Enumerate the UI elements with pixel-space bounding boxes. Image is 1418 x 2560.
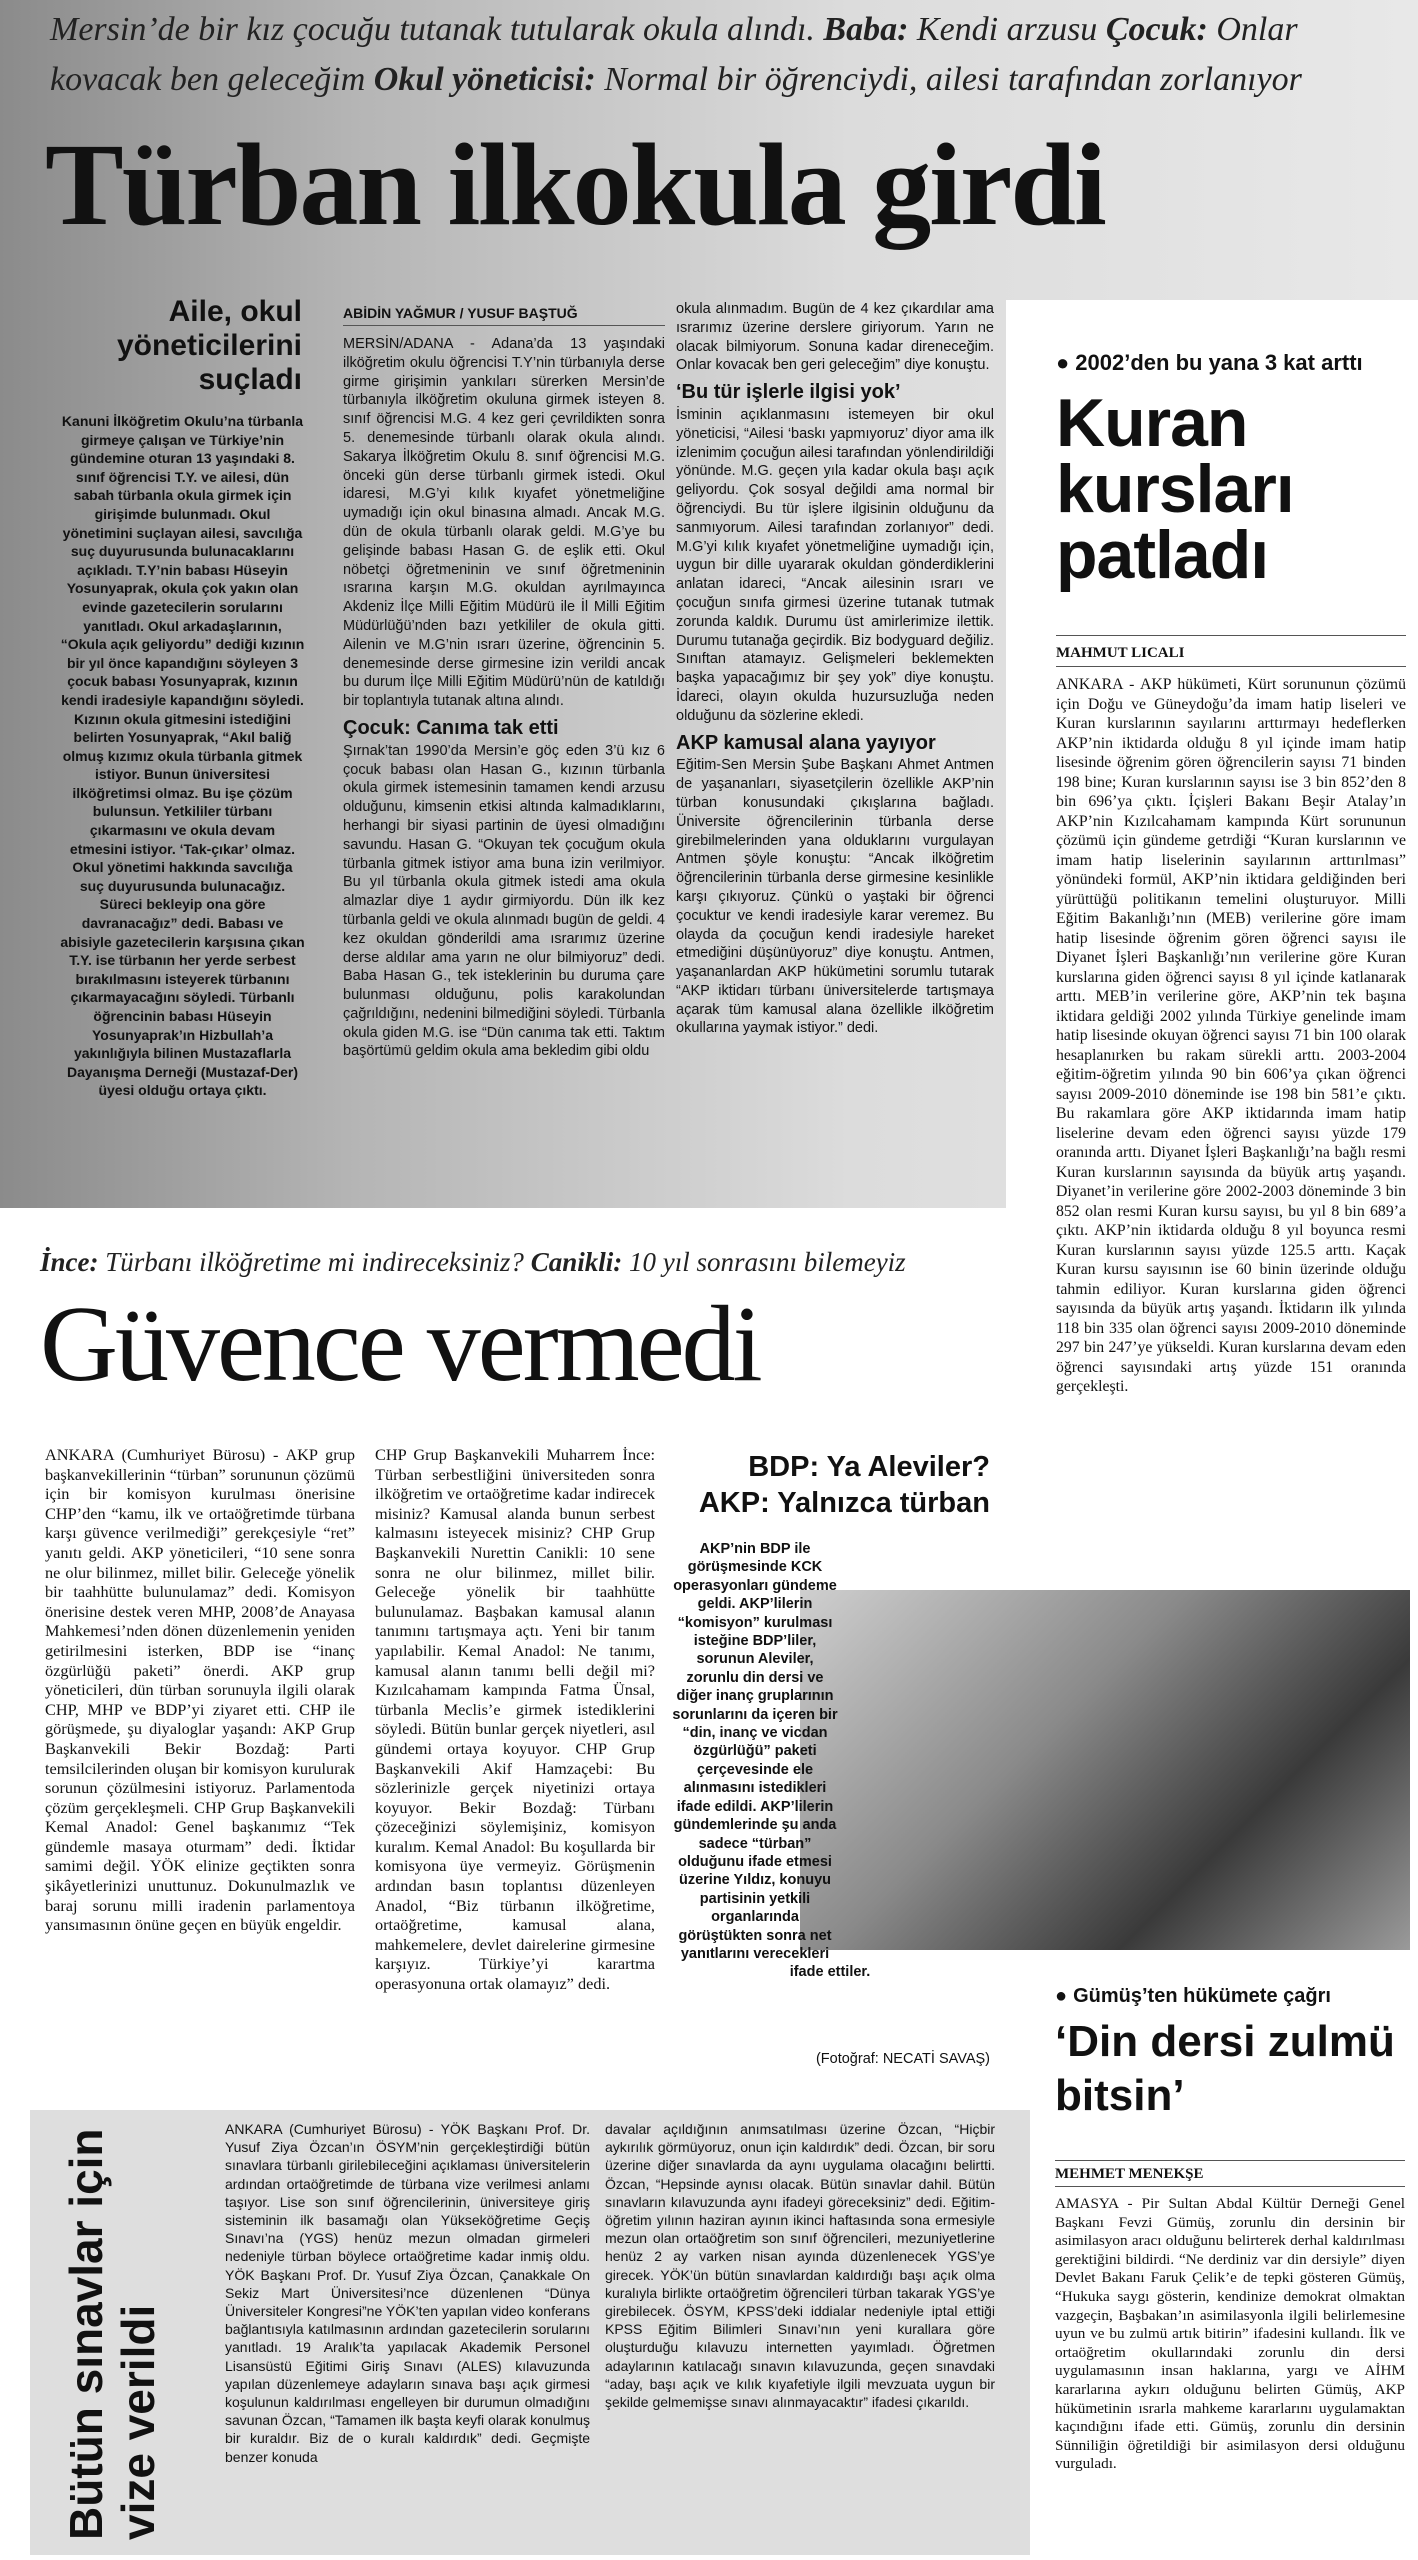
rule [1055, 2186, 1405, 2187]
headline-din-dersi: ‘Din dersi zulmü bitsin’ [1055, 2017, 1395, 2120]
side-headline: Aile, okul yöneticilerini suçladı [116, 295, 302, 396]
kicker-kuran: ● 2002’den bu yana 3 kat arttı [1056, 350, 1363, 376]
headline-guvence: Güvence vermedi [40, 1285, 760, 1404]
bdp-headline-2: AKP: Yalnızca türban [698, 1487, 990, 1519]
sinav-col-2: davalar açıldığının anımsatılması üzerine Özcan, “Hiçbir aykırılık görmüyoruz, onun için kaldırdık” dedi. Özcan, bir soru üzerine diğer sınavlarda da aynı uygulama olacağını belirtti. Özcan, “Hepsinde aynısı olacak. Bütün sınavlar dahil. Bütün sınavların kılavuzunda aynı ifadeyi göreceksiniz” dedi. Eğitim-öğretim yılının haziran ayının ikinci haftasında sona ermesiyle mezun olan ortaöğretim son sınıf öğrencileri, mezuniyetlerine henüz 2 ay varken nisan ayında düzenlenecek YGS’ye girecek. YÖK’ün bütün sınavlardan kaldırdığı başı açık olma kuralıyla birlikte ortaöğretim öğrencileri türban takarak YGS’ye girebilecek. ÖSYM, KPSS’deki iddialar nedeniyle iptal ettiği KPSS Eğitim Bilimleri Sınavı’nın yeni kurallara göre oluşturduğu kılavuzu internetten yayımladı. Öğretmen adaylarının katılacağı sınavın kılavuzunda, geçen sınavdaki “aday, başı açık ve kılık kıyafetiyle ilgili mevzuata uygun bir şekilde gelmemişse sınavı alınmayacaktır” ifadesi çıkarıldı. [605, 2121, 995, 2411]
subheadline-1: Mersin’de bir kız çocuğu tutanak tutularak okula alındı. Baba: Kendi arzusu Çocuk: Onlar [50, 11, 1298, 48]
text-kuran: ANKARA - AKP hükümeti, Kürt sorununun çözümü için Doğu ve Güneydoğu’da imam hatip liseleri ve Kuran kurslarının sayılarını arttırmayı hedeflerken AKP’nin iktidarda olduğu 8 yıl içinde imam hatip lisesinde öğrenim gören öğrencilerin sayısı 71 binden 198 bine; Kuran kurslarının sayısı ise 3 bin 852’den 8 bin 696’ya çıktı. İçişleri Bakanı Beşir Atalay’ın AKP’nin Kızılcahamam kampında Kürt sorununun çözümü için gündeme getrdiği “Kuran kurslarının ve imam hatip liselerinin sayılarının arttırılması” yönündeki formül, AKP’nin iktidara geldiğinden beri yürüttüğü politikanın temelini oluşturuyor. Milli Eğitim Bakanlığı’nın (MEB) verilerine göre imam hatip lisesinde öğrenim gören öğrenci sayısı ile Diyanet İşleri Başkanlığı’nın verilerine göre Kuran kurslarına giden öğrenci sayısı 8 yıl içinde katlanarak arttı. MEB’in verilerine göre, AKP’nin tek başına iktidara geldiği 2002 yılında Türkiye genelinde imam hatip lisesinde okuyan öğrenci sayısı 71 bin 100 olarak hesaplanırken bu rakam sürekli arttı. 2003-2004 eğitim-öğretim yılında 90 bin 606’ya çıkan öğrenci sayısı 2009-2010 döneminde ise 198 bin 581’e çıktı. Bu rakamlara göre AKP iktidarında imam hatip liselerine devam eden öğrenci sayısı yüzde 179 oranında arttı. Diyanet İşleri Başkanlığı’na bağlı resmi Kuran kurslarının sayısında da büyük artış yaşandı. Diyanet’in verilerine göre 2002-2003 döneminde 3 bin 852 olan resmi Kuran kursu sayısı, bu yıl 8 bin 689’a çıktı. AKP’nin iktidarda olduğu 8 yıl boyunca resmi Kuran kurslarının sayısı yüzde 125.5 arttı. Kaçak Kuran kursu sayısının ise 60 binin üzerinde olduğu tahmin ediliyor. Kuran kurslarına giden öğrenci sayısında da büyük artış yaşandı. İktidarın ilk yılında 118 bin 335 olan öğrenci sayısı 2009-2010 döneminde 297 bin 247’ye yükseldi. Kuran kurslarına devam eden öğrenci sayısındaki artış yüzde 151 oranında gerçekleşti. [1056, 676, 1406, 1395]
rule [1056, 635, 1406, 636]
side-text: Kanuni İlköğretim Okulu’na türbanla girmeye çalışan ve Türkiye’nin gündemine oturan 13 yaşındaki 8. sınıf öğrencisi T.Y. ve ailesi, dün sabah türbanla okula girmek için girişimde bulunmadı. Okul yönetimini suçlayan ailesi, savcılığa suç duyurusunda bulunacaklarını açıkladı. T.Y’nin babası Hüseyin Yosunyaprak, okula çok yakın olan evinde gazetecilerin sorularını yanıtladı. Okul arkadaşlarının, “Okula açık geliyordu” dediği kızının bir yıl önce kapandığını söyleyen 3 çocuk babası Yosunyaprak, kızının kendi iradesiyle kapandığını söyledi. Kızının okula gitmesini istediğini belirten Yosunyaprak, “Akıl baliğ olmuş kızımız okula türbanla gitmek istiyor. Bunun üniversitesi ilköğretimsi olmaz. Bu işe çözüm bulunsun. Yetkililer türbanı çıkarmasını ve okula devam etmesini istiyor. ‘Tak-çıkar’ olmaz. Okul yönetimi hakkında savcılığa suç duyurusunda bulunacağız. Süreci bekleyip ona göre davranacağız” dedi. Babası ve abisiyle gazetecilerin karşısına çıkan T.Y. ise türbanın her yerde serbest bırakılmasını isteyerek türbanını çıkarmayacağını söyledi. Türbanlı öğrencinin babası Hüseyin Yosunyaprak’ın Hizbullah’a yakınlığıyla bilinen Mustazaflarla Dayanışma Derneği (Mustazaf-Der) üyesi olduğu ortaya çıktı. [60, 413, 305, 1099]
byline-mehmet: MEHMET MENEKŞE [1055, 2166, 1204, 2182]
byline-abidin: ABİDİN YAĞMUR / YUSUF BAŞTUĞ [343, 305, 578, 321]
text-din-dersi: AMASYA - Pir Sultan Abdal Kültür Derneği Genel Başkanı Fevzi Gümüş, zorunlu din dersinin bir asimilasyon aracı olduğunu belirterek derhal kaldırılması gerektiğini bildirdi. “Ne derdiniz var din dersiyle” diyen Devlet Bakanı Faruk Çelik’e de tepki gösteren Gümüş, “Hukuka saygı gösterin, kendinize demokrat olmaktan vazgeçin, Başbakan’ın asimilasyonla ilgili belirlemesine uyun ve bu zulmü artık bitirin” ifadesini kullandı. İlk ve ortaöğretim okullarındaki zorunlu din dersi uygulamasının insan haklarına, yargı ve AİHM kararlarına aykırı olduğunu belirten Gümüş, AKP hükümetinin ısrarla mahkeme kararlarını uygulamaktan kaçındığını ifade etti. Gümüş, zorunlu din dersinin Sünniliğin öğretildiği bir asimilasyon dersi olduğunu vurguladı. [1055, 2195, 1405, 2473]
sinav-col-1: ANKARA (Cumhuriyet Bürosu) - YÖK Başkanı Prof. Dr. Yusuf Ziya Özcan’ın ÖSYM’nin gerçekleştirdiği bütün sınavlara türbanlı girilebileceğini açıklaması üniversitelerin ardından ortaöğretimde de türbana vize verilmesi anlamı taşıyor. Lise son sınıf öğrencilerinin, üniversiteye giriş sisteminin ilk basamağı olan Yükseköğretime Geçiş Sınavı’na (YGS) henüz mezun olmadan girmeleri nedeniyle türban böylece ortaöğretime kadar inmiş oldu. YÖK Başkanı Prof. Dr. Yusuf Ziya Özcan, Çanakkale On Sekiz Mart Üniversitesi’nce düzenlenen “Dünya Üniversiteler Kongresi”ne YÖK’ten yapılan video konferans bağlantısıyla katılmasının ardından gazetecilerin sorularını yanıtladı. 19 Aralık’ta yapılacak Akademik Personel Lisansüstü Eğitimi Giriş Sınavı (ALES) kılavuzunda yapılan düzenlemeye adayların sınava başı açık girmesi koşulunun kaldırılması engelleyen bir durumun olmadığını savunan Özcan, “Tamamen ilk başta keyfi olarak konulmuş bir kuraldır. Biz de o kuralı kaldırdık” dedi. Geçmişte benzer konuda [225, 2121, 590, 2465]
rule [1056, 666, 1406, 667]
photo-credit: (Fotoğraf: NECATİ SAVAŞ) [815, 2051, 990, 2067]
byline-rule [343, 325, 665, 326]
column-2: okula alınmadım. Bugün de 4 kez çıkardılar ama ısrarımız üzerine derslere giriyorum. Yarın ne olacak bilmiyorum. Sonuna kadar direneceğim. Onlar kovacak ben geri geleceğim” diye konuştu. ‘Bu tür işlerle ilgisi yok’ İsminin açıklanmasını istemeyen bir okul yöneticisi, “Ailesi ‘baskı yapmıyoruz’ diyor ama ilk izlenimim çocuğun ailesi tarafından yönlendirildiği yönünde. M.G. geçen yıla kadar okula başı açık geliyordu. Çok sosyal değildi ama normal bir öğrenciydi. Bu tür işlere ilgisinin olduğunu da sanmıyorum. Ailesi tarafından zorlanıyor” dedi. M.G’yi kılık kıyafet yönetmeliğine uymadığı için, uygun bir dille uyararak okuldan gönderdiklerini anlatan idareci, “Ancak ailesinin ısrarı ve çocuğun sınıfa girmesi üzerine tutanak tutmak zorunda kaldık. Durumu üst amirlerimize ilettik. Durumu tutanağa geçirdik. Biz bodyguard değiliz. Sınıftan atamayız. Gelişmeleri beklemekten başka yapacağımız bir şey yok” diye konuştu. İdareci, olayın okulda huzursuzluğa neden olduğunu da sözlerine ekledi. AKP kamusal alana yayıyor Eğitim-Sen Mersin Şube Başkanı Ahmet Antmen de yaşananları, siyasetçilerin özellikle AKP’nin türban konusundaki çıkışlarına bağladı. Üniversite öğrencilerinin türbanla derse girebilmelerinden yana olduklarını vurgulayan Antmen şöyle konuştu: “Ancak ilköğretim öğrencilerinin türbanla derse girmesine kesinlikle karşı çıkıyoruz. Çünkü o yaştaki bir öğrenci çocuktur ve kendi iradesiyle karar veremez. Bu olayda da çocuğun kendi iradesiyle hareket etmediğini düşünüyoruz” diye konuştu. Antmen, yaşananlardan AKP hükümetini sorumlu tutarak “AKP iktidarı türbanı üniversitelerde tartışmaya açarak tüm kamusal alana özellikle ilköğretim okullarına yaymak istiyor.” dedi. [676, 301, 994, 1037]
subheadline-guvence: İnce: Türbanı ilköğretime mi indireceksiniz? Canikli: 10 yıl sonrasını bilemeyiz [40, 1247, 906, 1277]
bdp-text [670, 1540, 990, 1981]
guvence-col-1: ANKARA (Cumhuriyet Bürosu) - AKP grup başkanvekillerinin “türban” sorununun çözümü için bir komisyon kurulması önerisine CHP’den “kamu, ilk ve ortaöğretimde türbana karşı güvence verilmediği” gerekçesiyle “ret” yanıtı geldi. AKP yöneticileri, “10 sene sonra ne olur bilinmez, millet bilir. Geleceğe yönelik bir taahhütte bulunulamaz” dedi. Komisyon önerisine destek veren MHP, 2008’de Anayasa Mahkemesi’nden dönen düzenlemenin yeniden getirilmesini isterken, BDP ise “inanç özgürlüğü paketi” önerdi. AKP grup yöneticileri, dün türban sorunuyla ilgili olarak CHP, MHP ve BDP’yi ziyaret etti. CHP ile görüşmede, şu diyaloglar yaşandı: AKP Grup Başkanvekili Bekir Bozdağ: Parti temsilcilerinden oluşan bir komisyon kurulurak sorunun çözülmesini istiyoruz. Parlamentoda çözüm gerçekleşmeli. CHP Grup Başkanvekili Kemal Anadol: Genel başkanımız “Tek gündemle masaya oturmam” dedi. İktidar samimi değil. YÖK elinize geçtikten sonra şikâyetlerinizi unuttunuz. Dokunulmazlık ve baraj sorunu milli iradenin parlamentoya yansımasının önüne geçen en büyük engeldir. [45, 1445, 355, 1935]
headline-sinav: Bütün sınavlar için vize verildi [60, 2128, 164, 2540]
bdp-headline-1: BDP: Ya Aleviler? [748, 1451, 990, 1483]
kicker-gumus: ● Gümüş’ten hükümete çağrı [1055, 1985, 1331, 2008]
headline-turban: Türban ilkokula girdi [45, 119, 1105, 250]
column-1: MERSİN/ADANA - Adana’da 13 yaşındaki ilköğretim okulu öğrencisi T.Y’nin türbanıyla derse girme girişimin yankıları sürerken Mersin’de türbanıyla ilköğretim okuluna girmek isteyen 8. sınıf öğrencisi M.G. 4 kez geri çevrildikten sonra 5. denemesinde türbanlı olarak okula alındı. Sakarya İlköğretim Okulu 8. sınıf öğrencisi M.G. önceki gün derse türbanlı girmek istedi. Okul idaresi, M.G’yi kılık kıyafet yönetmeliğine uymadığı için okul binasına almadı. Ancak M.G. dün de okula türbanlı olarak geldi. M.G’ye bu gelişinde babası Hasan G. de eşlik etti. Okul nöbetçi öğretmeninin ve sınıf öğretmeninin ısrarına karşın M.G. okuldan ayrılmayınca Akdeniz İlçe Milli Eğitim Müdürü ile İl Milli Eğitim Müdürlüğü’nden bazı yetkililer de okula gitti. Ailenin ve M.G’nin ısrarı üzerine, öğrencinin 5. denemesinde derse girmesine izin verildi ancak bu durum İlçe Milli Eğitim Müdürü’nün de katıldığı bir toplantıyla tutanak altına alındı. Çocuk: Canıma tak etti Şırnak’tan 1990’da Mersin’e göç eden 3’ü kız 6 çocuk babası olan Hasan G., kızının türbanla okula girmek istemesinin tamamen kendi arzusu olduğunu, kimsenin etkisi altında kalmadıklarını, herhangi bir siyasi partinin de üyesi olmadığını savundu. Hasan G. “Okuyan tek çocuğum okula türbanla gitmek istiyor ama buna izin verilmiyor. Bu yıl türbanla okula gitmek istedi ama okula almazlar diye 1 aydır girmiyordu. Dün ilk kez türbanla geldi ve okula alınmadı bugün de geldi. 4 kez okuldan gönderildi ama ısrarımız üzerine derse aldılar ama yarın ne olur bilmiyoruz” dedi. Baba Hasan G., tek isteklerinin bu duruma çare bulunması olduğunu, polis karakolundan çağrıldığını, nedenini bilmediğini söyledi. Türbanla okula giden M.G. ise “Dün canıma tak etti. Taktım başörtümü geldim okula ama bekledim gibi oldu [343, 336, 665, 1060]
rule [1055, 2160, 1405, 2161]
subheadline-2: kovacak ben geleceğim Okul yöneticisi: Normal bir öğrenciydi, ailesi tarafından zorlanıyor [50, 61, 1302, 98]
byline-mahmut: MAHMUT LICALI [1056, 645, 1185, 661]
headline-kuran: Kuran kursları patladı [1056, 385, 1294, 593]
guvence-col-2: CHP Grup Başkanvekili Muharrem İnce: Türban serbestliğini üniversiteden sonra ilköğretim ve ortaöğretime kadar indirecek misiniz? Kamusal alanda bunun serbest kalmasını isteyecek misiniz? CHP Grup Başkanvekili Nurettin Canikli: 10 sene sonra ne olur bilinmez, millet bilir. Geleceğe yönelik bir taahhütte bulunulamaz. Başbakan kamusal alanın tanımını tartışmaya açtı. Yeni bir tanım yapılabilir. Kemal Anadol: Ne tanımı, kamusal alanın tanımı belli değil mi? Kızılcahamam kampında Fatma Ünsal, türbanla Meclis’e girmek istediklerini söyledi. Bütün bunlar gerçek niyetleri, asıl gündemi ortaya koyuyor. CHP Grup Başkanvekili Akif Hamzaçebi: Bu sözlerinizle gerçek niyetinizi ortaya koyuyor. Bekir Bozdağ: Türbanı çözeceğinizi söylemişiniz, komisyon kuralım. Kemal Anadol: Bu koşullarda bir komisyona üye vermeyiz. Görüşmenin ardından basın toplantısı düzenleyen Anadol, “Biz türbanın ilköğretime, ortaöğretime, kamusal alana, mahkemelere, devlet dairelerine girmesine karşıyız. Türkiye’yi karartma operasyonuna ortak olamayız” dedi. [375, 1445, 655, 1994]
bdp-text-body: AKP’nin BDP ile görüşmesinde KCK operasyonları gündeme geldi. AKP’lilerin “komisyon” kurulması isteğine BDP’liler, sorunun Aleviler, zorunlu din dersi ve diğer inanç gruplarının sorunlarını da içeren bir “din, inanç ve vicdan özgürlüğü” paketi çerçevesinde ele alınmasını istedikleri ifade edildi. AKP’lilerin gündemlerinde şu anda sadece “türban” olduğunu ifade etmesi üzerine Yıldız, konuyu partisinin yetkili organlarında görüştükten sonra net yanıtlarını verecekleri ifade ettiler. [672, 1541, 871, 1981]
